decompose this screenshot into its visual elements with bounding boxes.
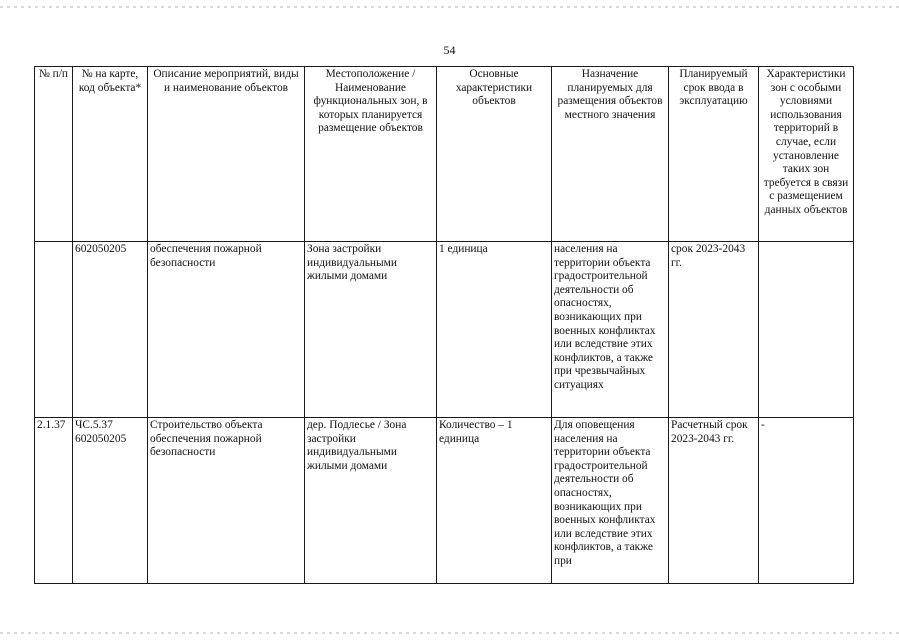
- scan-edge-top: [0, 6, 899, 8]
- cell-term: срок 2023-2043 гг.: [669, 242, 759, 418]
- header-code: № на карте, код объекта*: [73, 67, 148, 242]
- page-number: 54: [443, 43, 456, 57]
- cell-location: дер. Подлесье / Зона застройки индивидуальными жилыми домами: [305, 418, 437, 584]
- header-row: [35, 67, 854, 242]
- header-description: Описание мероприятий, виды и наименование объектов: [148, 67, 305, 242]
- planning-table: [34, 66, 854, 584]
- header-purpose: Назначение планируемых для размещения объектов местного значения: [552, 67, 669, 242]
- cell-num: [35, 242, 73, 418]
- cell-zones: [759, 242, 854, 418]
- table-row: [35, 418, 854, 584]
- table-row: [35, 242, 854, 418]
- cell-description: Строительство объекта обеспечения пожарной безопасности: [148, 418, 305, 584]
- cell-characteristics: 1 единица: [437, 242, 552, 418]
- cell-location: Зона застройки индивидуальными жилыми домами: [305, 242, 437, 418]
- header-characteristics: Основные характеристики объектов: [437, 67, 552, 242]
- header-num: № п/п: [35, 67, 73, 242]
- cell-code: 602050205: [73, 242, 148, 418]
- cell-term: Расчетный срок 2023-2043 гг.: [669, 418, 759, 584]
- cell-description: обеспечения пожарной безопасности: [148, 242, 305, 418]
- header-zones: Характеристики зон с особыми условиями использования территорий в случае, если установление таких зон требуется в связи с размещением данных объектов: [759, 67, 854, 242]
- header-location: Местоположение / Наименование функциональных зон, в которых планируется размещение объектов: [305, 67, 437, 242]
- cell-purpose: населения на территории объекта градостроительной деятельности об опасностях, возникающих при военных конфликтах или вследствие этих конфликтов, а также при чрезвычайных ситуациях: [552, 242, 669, 418]
- header-term: Планируемый срок ввода в эксплуатацию: [669, 67, 759, 242]
- cell-purpose: Для оповещения населения на территории объекта градостроительной деятельности об опасностях, возникающих при военных конфликтах или вследствие этих конфликтов, а также при: [552, 418, 669, 584]
- cell-num: 2.1.37: [35, 418, 73, 584]
- cell-zones: -: [759, 418, 854, 584]
- scan-edge-bottom: [0, 632, 899, 634]
- cell-code: ЧС.5.37 602050205: [73, 418, 148, 584]
- cell-characteristics: Количество – 1 единица: [437, 418, 552, 584]
